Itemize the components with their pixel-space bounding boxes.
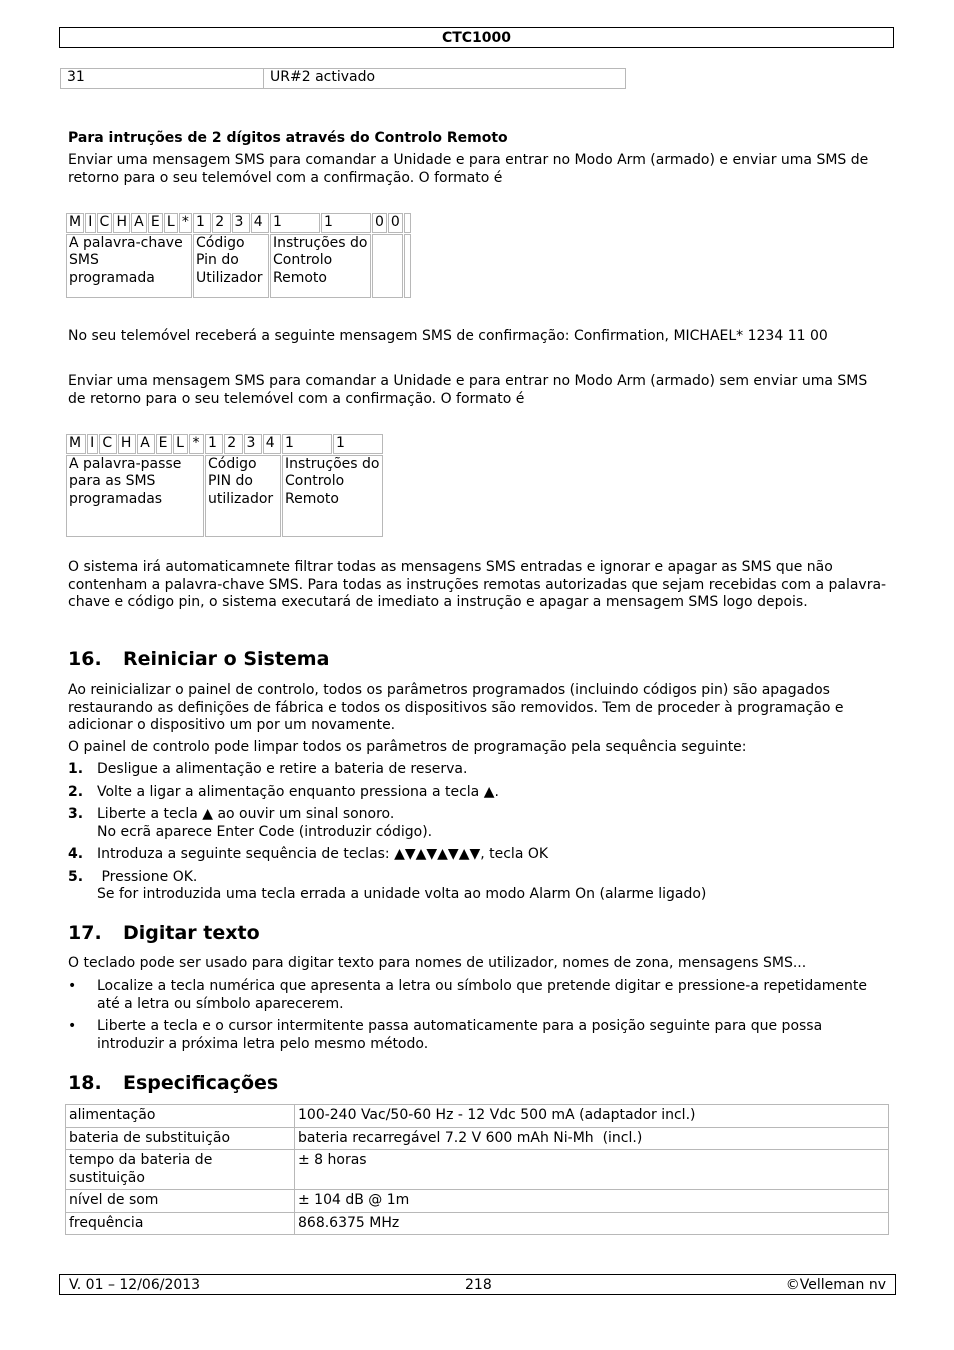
step-text: Desligue a alimentação e retire a bateria de reserva. — [97, 761, 468, 777]
table-row — [66, 1127, 889, 1150]
section-number: 18. — [68, 1072, 102, 1094]
section-number: 16. — [68, 648, 102, 670]
spec-value: ± 8 horas — [295, 1150, 889, 1190]
document-header — [59, 27, 894, 48]
remote-para-3: O sistema irá automaticamnete filtrar todas as mensagens SMS entradas e ignorar e apagar as SMS que não contenham a palavra-chave SMS. Para todas as instruções remotas autorizadas que sejam recebidas com a palavra-chave e código pin, o sistema executará de imediato a instrução e apagar a mensagem SMS logo depois. — [68, 559, 887, 610]
section-16-heading — [68, 648, 888, 670]
char-cell: 1 — [321, 213, 371, 233]
step-number: 1. — [68, 761, 84, 777]
confirmation-text: No seu telemóvel receberá a seguinte mensagem SMS de confirmação: Confirmation, MICHAEL* 1234 11 00 — [68, 328, 828, 344]
list-item — [68, 784, 888, 802]
char-cell: 4 — [263, 434, 281, 454]
char-cell: H — [113, 213, 130, 233]
specifications-table — [65, 1104, 889, 1235]
char-cell: 3 — [244, 434, 262, 454]
char-cell: M — [66, 213, 84, 233]
section-title: Reiniciar o Sistema — [123, 648, 330, 670]
section-17-heading — [68, 922, 888, 944]
typing-bullets-list — [68, 978, 888, 1058]
sms-format-table-2 — [65, 433, 384, 538]
table-cell: UR#2 activado — [264, 69, 626, 89]
page-number: 218 — [465, 1277, 492, 1293]
empty-cell — [404, 234, 411, 298]
section-16-para-2: O painel de controlo pode limpar todos os parâmetros de programação pela sequência seguinte: — [68, 739, 747, 755]
char-cell: 0 — [388, 213, 403, 233]
empty-cell — [372, 234, 403, 298]
desc-pin: Código PIN do utilizador — [205, 455, 281, 537]
section-18-heading — [68, 1072, 888, 1094]
section-title: Especificações — [123, 1072, 279, 1094]
step-number: 4. — [68, 846, 84, 862]
list-item — [68, 806, 888, 841]
char-cell: E — [156, 434, 173, 454]
bullet-text: Liberte a tecla e o cursor intermitente passa automaticamente para a posição seguinte para que possa introduzir a próxima letra pelo mesmo método. — [97, 1018, 823, 1052]
step-number: 3. — [68, 806, 84, 822]
spec-value: 868.6375 MHz — [295, 1212, 889, 1235]
footer-brand: ©Velleman nv — [785, 1277, 886, 1293]
char-cell: 0 — [372, 213, 387, 233]
spec-value: ± 104 dB @ 1m — [295, 1190, 889, 1213]
char-cell: 3 — [232, 213, 250, 233]
remote-para-1: Enviar uma mensagem SMS para comandar a Unidade e para entrar no Modo Arm (armado) e enviar uma SMS de retorno para o seu telemóvel com a confirmação. O formato é — [68, 152, 869, 186]
step-number: 5. — [68, 868, 84, 885]
step-text: Volte a ligar a alimentação enquanto pressiona a tecla ▲. — [97, 783, 499, 800]
char-cell: A — [131, 213, 147, 233]
section-16-para-1: Ao reinicializar o painel de controlo, todos os parâmetros programados (incluindo códigos pin) são apagados restaurando as definições de fábrica e todos os dispositivos são removidos. Tem de proceder à programação e adicionar o dispositivo um por um novamente. — [68, 682, 844, 733]
step-number: 2. — [68, 783, 84, 800]
section-17-para-1: O teclado pode ser usado para digitar texto para nomes de utilizador, nomes de zona, mensagens SMS... — [68, 955, 807, 971]
header-title: CTC1000 — [441, 30, 512, 46]
spec-label: frequência — [66, 1212, 295, 1235]
remote-heading: Para intruções de 2 dígitos através do Controlo Remoto — [68, 130, 508, 146]
char-cell: I — [87, 434, 98, 454]
step-text: Introduza a seguinte sequência de teclas: ▲▼▲▼▲▼▲▼, tecla OK — [97, 846, 549, 862]
char-cell: C — [99, 434, 117, 454]
step-text: Pressione OK. — [97, 868, 198, 885]
spec-label: alimentação — [66, 1105, 295, 1128]
list-item — [68, 978, 888, 1013]
table-row — [66, 1150, 889, 1190]
table-row — [66, 434, 383, 454]
bullet-mark: • — [68, 978, 77, 994]
char-cell: 1 — [270, 213, 320, 233]
section-title: Digitar texto — [123, 922, 260, 944]
list-item — [68, 1018, 888, 1053]
list-item — [68, 846, 888, 864]
char-cell: M — [66, 434, 86, 454]
char-cell: I — [85, 213, 95, 233]
bullet-text: Localize a tecla numérica que apresenta a letra ou símbolo que pretende digitar e pressione-a repetidamente até a letra ou símbolo aparecerem. — [97, 978, 868, 1012]
table-cell: 31 — [61, 69, 264, 89]
step-subtext: No ecrã aparece Enter Code (introduzir código). — [97, 823, 433, 840]
table-row — [66, 1105, 889, 1128]
spec-value: 100-240 Vac/50-60 Hz - 12 Vdc 500 mA (adaptador incl.) — [295, 1105, 889, 1128]
top-table — [60, 68, 626, 89]
remote-para-2: Enviar uma mensagem SMS para comandar a Unidade e para entrar no Modo Arm (armado) sem enviar uma SMS de retorno para o seu telemóvel com a confirmação. O formato é — [68, 373, 868, 407]
char-cell: 2 — [212, 213, 230, 233]
char-cell: 1 — [333, 434, 383, 454]
char-cell: 1 — [193, 213, 211, 233]
table-row — [61, 69, 626, 89]
list-item — [68, 761, 888, 779]
char-cell: * — [179, 213, 192, 233]
table-row — [66, 1190, 889, 1213]
spec-label: tempo da bateria de sustituição — [66, 1150, 295, 1190]
footer-version: V. 01 – 12/06/2013 — [69, 1277, 201, 1293]
bullet-mark: • — [68, 1018, 77, 1034]
step-subtext: Se for introduzida uma tecla errada a unidade volta ao modo Alarm On (alarme ligado) — [97, 886, 707, 902]
char-cell: E — [148, 213, 163, 233]
table-row — [66, 234, 411, 298]
empty-cell — [404, 213, 411, 233]
spec-label: nível de som — [66, 1190, 295, 1213]
table-row — [66, 455, 383, 537]
reset-steps-list — [68, 761, 888, 909]
list-item — [68, 869, 888, 904]
desc-instr: Instruções do Controlo Remoto — [270, 234, 371, 298]
desc-keyword: A palavra-chave SMS programada — [66, 234, 192, 298]
step-text: Liberte a tecla ▲ ao ouvir um sinal sonoro. — [97, 806, 395, 822]
char-cell: 1 — [282, 434, 332, 454]
char-cell: C — [97, 213, 113, 233]
spec-value: bateria recarregável 7.2 V 600 mAh Ni-Mh (incl.) — [295, 1127, 889, 1150]
section-number: 17. — [68, 922, 102, 944]
char-cell: L — [173, 434, 188, 454]
char-cell: H — [118, 434, 136, 454]
char-cell: L — [164, 213, 178, 233]
char-cell: A — [137, 434, 154, 454]
char-cell: 1 — [205, 434, 223, 454]
char-cell: 2 — [224, 434, 242, 454]
spec-label: bateria de substituição — [66, 1127, 295, 1150]
char-cell: 4 — [251, 213, 269, 233]
document-footer — [59, 1274, 896, 1295]
sms-format-table-1 — [65, 212, 412, 299]
table-row — [66, 213, 411, 233]
char-cell: * — [189, 434, 204, 454]
desc-pin: Código Pin do Utilizador — [193, 234, 269, 298]
table-row — [66, 1212, 889, 1235]
desc-instr: Instruções do Controlo Remoto — [282, 455, 383, 537]
desc-keyword: A palavra-passe para as SMS programadas — [66, 455, 204, 537]
